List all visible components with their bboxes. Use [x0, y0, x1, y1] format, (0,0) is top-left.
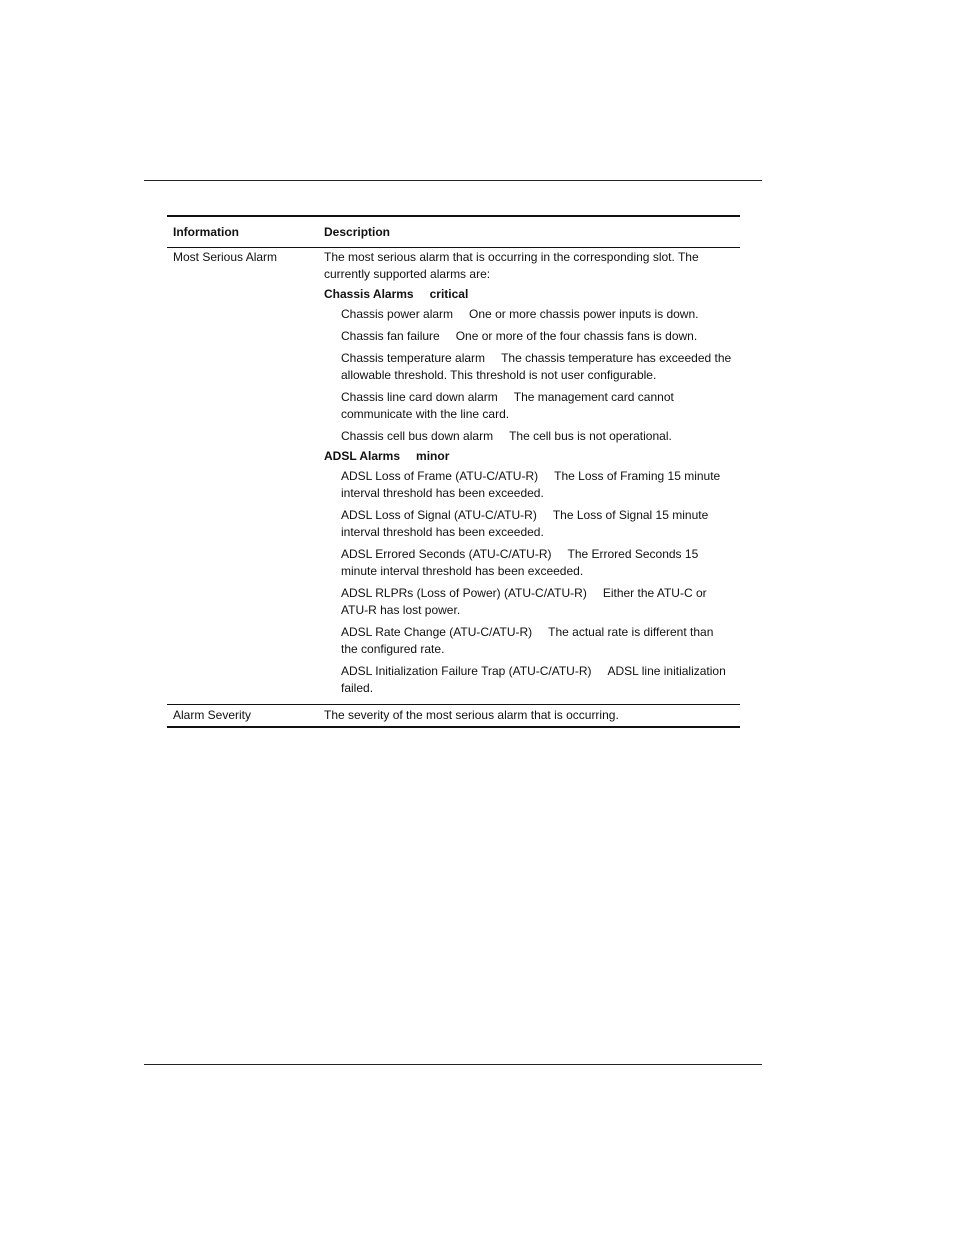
- alarm-name: ADSL Loss of Frame (ATU-C/ATU-R): [341, 469, 539, 483]
- alarm-name: ADSL RLPRs (Loss of Power) (ATU-C/ATU-R): [341, 586, 587, 600]
- alarm-description: The Loss of Framing 15 minute interval threshold has been exceeded.: [341, 469, 721, 500]
- alarm-item: [324, 507, 732, 541]
- column-header-description: Description: [324, 224, 391, 239]
- cell-information: Alarm Severity: [173, 708, 252, 722]
- table-row-alarm-severity: [167, 705, 740, 726]
- alarm-name: ADSL Errored Seconds (ATU-C/ATU-R): [341, 547, 552, 561]
- alarm-name: Chassis power alarm: [341, 307, 454, 321]
- alarm-group-heading: [324, 448, 732, 465]
- alarm-list: [324, 306, 732, 445]
- alarm-description: One or more of the four chassis fans is down.: [455, 329, 698, 343]
- alarm-name: Chassis line card down alarm: [341, 390, 498, 404]
- alarm-description: ADSL line initialization failed.: [341, 664, 726, 695]
- cell-information: Most Serious Alarm: [173, 250, 278, 264]
- alarm-item: [324, 428, 732, 445]
- alarm-item: [324, 306, 732, 323]
- alarm-item: [324, 468, 732, 502]
- cell-description: The severity of the most serious alarm that is occurring.: [324, 708, 619, 722]
- table-header-row: [167, 217, 740, 248]
- alarm-group-heading: [324, 286, 732, 303]
- alarm-item: [324, 663, 732, 697]
- alarm-name: ADSL Initialization Failure Trap (ATU-C/ATU-R): [341, 664, 592, 678]
- cell-description: [324, 249, 740, 700]
- alarm-item: [324, 624, 732, 658]
- column-header-information: Information: [173, 224, 239, 239]
- alarm-name: Chassis cell bus down alarm: [341, 429, 494, 443]
- alarm-description: Either the ATU-C or ATU-R has lost power.: [341, 586, 707, 617]
- alarm-group-severity: minor: [416, 449, 450, 463]
- alarm-name: ADSL Loss of Signal (ATU-C/ATU-R): [341, 508, 537, 522]
- alarm-item: [324, 389, 732, 423]
- alarm-item: [324, 350, 732, 384]
- alarm-name: Chassis fan failure: [341, 329, 440, 343]
- alarm-name: Chassis temperature alarm: [341, 351, 486, 365]
- alarm-description: The cell bus is not operational.: [509, 429, 672, 443]
- alarm-description: The Errored Seconds 15 minute interval threshold has been exceeded.: [341, 547, 699, 578]
- description-intro: The most serious alarm that is occurring in the corresponding slot. The currently supported alarms are:: [324, 250, 699, 281]
- alarm-info-table: [167, 215, 740, 728]
- alarm-description: One or more chassis power inputs is down.: [469, 307, 699, 321]
- alarm-description: The actual rate is different than the configured rate.: [341, 625, 714, 656]
- alarm-description: The Loss of Signal 15 minute interval threshold has been exceeded.: [341, 508, 709, 539]
- alarm-group-severity: critical: [429, 287, 469, 301]
- alarm-group-name: ADSL Alarms: [324, 449, 401, 463]
- alarm-list: [324, 468, 732, 697]
- alarm-item: [324, 328, 732, 345]
- alarm-description: The management card cannot communicate with the line card.: [341, 390, 674, 421]
- page-bottom-rule: [144, 1064, 762, 1065]
- table-row-most-serious-alarm: [167, 248, 740, 705]
- alarm-description: The chassis temperature has exceeded the allowable threshold. This threshold is not user configurable.: [341, 351, 732, 382]
- alarm-item: [324, 546, 732, 580]
- alarm-name: ADSL Rate Change (ATU-C/ATU-R): [341, 625, 533, 639]
- page-top-rule: [144, 180, 762, 181]
- alarm-group-name: Chassis Alarms: [324, 287, 414, 301]
- alarm-item: [324, 585, 732, 619]
